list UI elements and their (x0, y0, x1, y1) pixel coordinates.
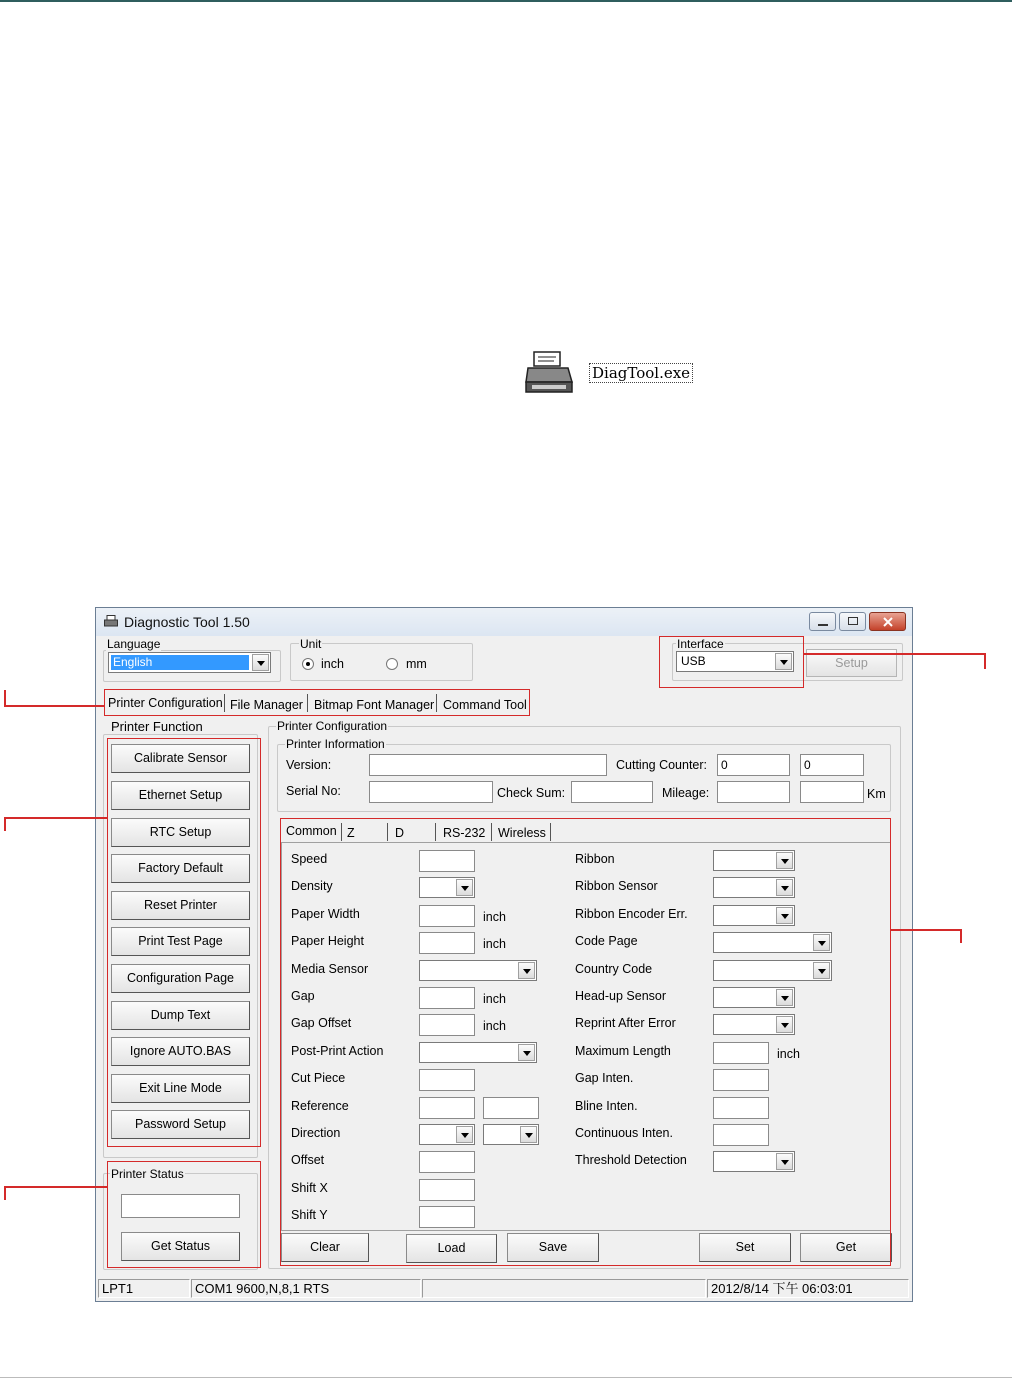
field-label: Reprint After Error (575, 1016, 676, 1030)
status-com: COM1 9600,N,8,1 RTS (191, 1279, 421, 1298)
chevron-down-icon[interactable] (776, 1153, 793, 1170)
tab-bitmap-font-manager[interactable]: Bitmap Font Manager (314, 698, 435, 712)
field-label: Ribbon (575, 852, 615, 866)
maximize-button[interactable] (839, 612, 866, 631)
annotation-line (4, 1186, 107, 1188)
annotation-line (960, 929, 962, 943)
function-button[interactable]: Ignore AUTO.BAS (111, 1037, 250, 1066)
annotation-line (891, 929, 961, 931)
field-select[interactable] (419, 960, 537, 981)
field-label: Media Sensor (291, 962, 369, 976)
field-input[interactable] (419, 1097, 475, 1119)
annotation-line (984, 653, 986, 669)
function-button[interactable]: Print Test Page (111, 927, 250, 956)
field-input[interactable] (713, 1042, 769, 1064)
field-label: Ribbon Encoder Err. (575, 907, 688, 921)
field-label: Offset (291, 1153, 325, 1167)
field-label: Country Code (575, 962, 653, 976)
annotation-line (4, 817, 6, 831)
field-label: Gap Offset (291, 1016, 352, 1030)
mileage-field[interactable] (717, 781, 790, 803)
unit-label: Unit (300, 637, 322, 651)
chevron-down-icon[interactable] (776, 852, 793, 869)
function-button[interactable]: Dump Text (111, 1001, 250, 1030)
field-label: Cut Piece (291, 1071, 346, 1085)
interface-label: Interface (677, 637, 724, 651)
field-input[interactable] (713, 1097, 769, 1119)
check-sum-field[interactable] (571, 781, 653, 803)
annotation-line (4, 705, 104, 707)
unit-inch-radio[interactable] (302, 658, 314, 670)
tab-divider (341, 823, 342, 841)
field-select[interactable] (713, 960, 832, 981)
tab-file-manager[interactable]: File Manager (230, 698, 303, 712)
printer-status-field[interactable] (121, 1194, 240, 1218)
field-label: Head-up Sensor (575, 989, 667, 1003)
version-field[interactable] (369, 754, 607, 776)
cutting-counter-field[interactable]: 0 (717, 754, 790, 776)
field-input[interactable] (419, 987, 475, 1009)
get-button[interactable]: Get (800, 1233, 892, 1262)
subtab-d[interactable]: D (395, 826, 405, 840)
subtab-rs232[interactable]: RS-232 (443, 826, 486, 840)
tab-divider (435, 823, 436, 841)
window-title: Diagnostic Tool 1.50 (124, 614, 250, 630)
field-label: Speed (291, 852, 328, 866)
function-button[interactable]: Calibrate Sensor (111, 744, 250, 773)
field-input[interactable] (419, 1151, 475, 1173)
printer-function-label: Printer Function (111, 719, 203, 734)
field-select[interactable] (713, 905, 795, 926)
field-label: Direction (291, 1126, 341, 1140)
chevron-down-icon[interactable] (518, 962, 535, 979)
unit-label: inch (483, 992, 506, 1006)
load-button[interactable]: Load (406, 1234, 497, 1263)
language-label: Language (107, 637, 161, 651)
field-label: Post-Print Action (291, 1044, 384, 1058)
field-select[interactable] (713, 1014, 795, 1035)
annotation-line (4, 1186, 6, 1200)
tab-divider (224, 694, 225, 712)
tab-divider (307, 694, 308, 712)
save-button[interactable]: Save (507, 1233, 599, 1262)
field-select[interactable] (713, 877, 795, 898)
field-label: Paper Width (291, 907, 360, 921)
function-button[interactable]: Ethernet Setup (111, 781, 250, 810)
field-select[interactable] (713, 932, 832, 953)
minimize-icon (818, 624, 828, 626)
function-button[interactable]: Exit Line Mode (111, 1074, 250, 1103)
subtab-common[interactable]: Common (286, 824, 337, 838)
chevron-down-icon[interactable] (776, 879, 793, 896)
mileage-field-2[interactable] (800, 781, 864, 803)
chevron-down-icon[interactable] (813, 934, 830, 951)
chevron-down-icon[interactable] (776, 989, 793, 1006)
check-sum-label: Check Sum: (497, 786, 566, 800)
field-label: Reference (291, 1099, 349, 1113)
field-label: Maximum Length (575, 1044, 671, 1058)
field-label: Shift X (291, 1181, 328, 1195)
page-bottom-rule (0, 1377, 1012, 1378)
field-label: Gap Inten. (575, 1071, 634, 1085)
field-input[interactable] (419, 1179, 475, 1201)
title-bar[interactable] (96, 608, 912, 636)
unit-label: inch (483, 937, 506, 951)
field-input[interactable] (713, 1069, 769, 1091)
chevron-down-icon[interactable] (813, 962, 830, 979)
field-label: Gap (291, 989, 315, 1003)
tab-printer-configuration[interactable]: Printer Configuration (108, 696, 223, 710)
get-status-button[interactable]: Get Status (121, 1232, 240, 1261)
unit-mm-radio[interactable] (386, 658, 398, 670)
printer-status-label: Printer Status (111, 1167, 184, 1181)
setup-button[interactable]: Setup (806, 649, 897, 677)
annotation-line (4, 817, 107, 819)
field-label: Continuous Inten. (575, 1126, 673, 1140)
subtab-z[interactable]: Z (347, 826, 355, 840)
field-label: Density (291, 879, 333, 893)
field-input[interactable] (419, 932, 475, 954)
version-label: Version: (286, 758, 332, 772)
field-select[interactable] (713, 987, 795, 1008)
printer-icon (104, 615, 118, 628)
function-button[interactable]: Factory Default (111, 854, 250, 883)
field-label: Code Page (575, 934, 638, 948)
chevron-down-icon[interactable] (252, 654, 269, 671)
function-button[interactable]: RTC Setup (111, 818, 250, 847)
field-input[interactable] (419, 905, 475, 927)
serial-no-field[interactable] (369, 781, 493, 803)
tab-command-tool[interactable]: Command Tool (443, 698, 527, 712)
subtab-wireless[interactable]: Wireless (498, 826, 546, 840)
status-message (422, 1279, 706, 1298)
field-input[interactable] (483, 1097, 539, 1119)
unit-mm-label: mm (406, 657, 427, 671)
cutting-counter-label: Cutting Counter: (616, 758, 708, 772)
unit-inch-label: inch (321, 657, 344, 671)
field-label: Ribbon Sensor (575, 879, 658, 893)
field-select[interactable] (713, 1151, 795, 1172)
desktop-file-label[interactable]: DiagTool.exe (589, 363, 693, 383)
common-settings-panel (281, 842, 891, 1231)
chevron-down-icon[interactable] (518, 1044, 535, 1061)
field-input[interactable] (713, 1124, 769, 1146)
unit-label: inch (483, 1019, 506, 1033)
maximize-icon (848, 617, 858, 625)
tab-divider (387, 823, 388, 841)
close-icon (883, 617, 893, 627)
close-button[interactable] (869, 612, 906, 631)
field-label: Threshold Detection (575, 1153, 687, 1167)
diagnostic-tool-window (95, 607, 913, 1302)
chevron-down-icon[interactable] (776, 1016, 793, 1033)
status-datetime: 2012/8/14 下午 06:03:01 (707, 1279, 909, 1298)
tab-divider (550, 823, 551, 841)
chevron-down-icon[interactable] (456, 1126, 473, 1143)
field-select[interactable] (483, 1124, 539, 1145)
field-input[interactable] (419, 1069, 475, 1091)
field-input[interactable] (419, 1206, 475, 1228)
tab-divider (436, 694, 437, 712)
function-button[interactable]: Password Setup (111, 1110, 250, 1139)
mileage-label: Mileage: (662, 786, 710, 800)
field-input[interactable] (419, 850, 475, 872)
tab-divider (491, 823, 492, 841)
cutting-counter-field-2[interactable]: 0 (800, 754, 864, 776)
status-port: LPT1 (98, 1279, 190, 1298)
unit-label: inch (777, 1047, 800, 1061)
chevron-down-icon[interactable] (520, 1126, 537, 1143)
status-bar (96, 1276, 912, 1301)
interface-value: USB (681, 654, 706, 668)
language-value: English (111, 655, 249, 670)
annotation-line (804, 653, 984, 655)
chevron-down-icon[interactable] (775, 653, 792, 670)
page-top-rule (0, 0, 1012, 2)
serial-no-label: Serial No: (286, 784, 341, 798)
unit-label: inch (483, 910, 506, 924)
chevron-down-icon[interactable] (776, 907, 793, 924)
printer-configuration-label: Printer Configuration (277, 719, 388, 733)
chevron-down-icon[interactable] (456, 879, 473, 896)
clear-button[interactable]: Clear (281, 1233, 369, 1262)
annotation-line (4, 690, 6, 706)
printer-icon[interactable] (524, 350, 574, 396)
field-label: Bline Inten. (575, 1099, 638, 1113)
function-button[interactable]: Configuration Page (111, 964, 250, 993)
field-select[interactable] (419, 1124, 475, 1145)
field-input[interactable] (419, 1014, 475, 1036)
field-label: Shift Y (291, 1208, 328, 1222)
interface-select[interactable] (676, 651, 794, 672)
language-select[interactable] (108, 652, 271, 673)
minimize-button[interactable] (809, 612, 836, 631)
printer-information-label: Printer Information (286, 737, 385, 751)
set-button[interactable]: Set (699, 1233, 791, 1262)
function-button[interactable]: Reset Printer (111, 891, 250, 920)
field-select[interactable] (419, 1042, 537, 1063)
mileage-unit: Km (867, 787, 886, 801)
field-label: Paper Height (291, 934, 364, 948)
field-select[interactable] (419, 877, 475, 898)
field-select[interactable] (713, 850, 795, 871)
